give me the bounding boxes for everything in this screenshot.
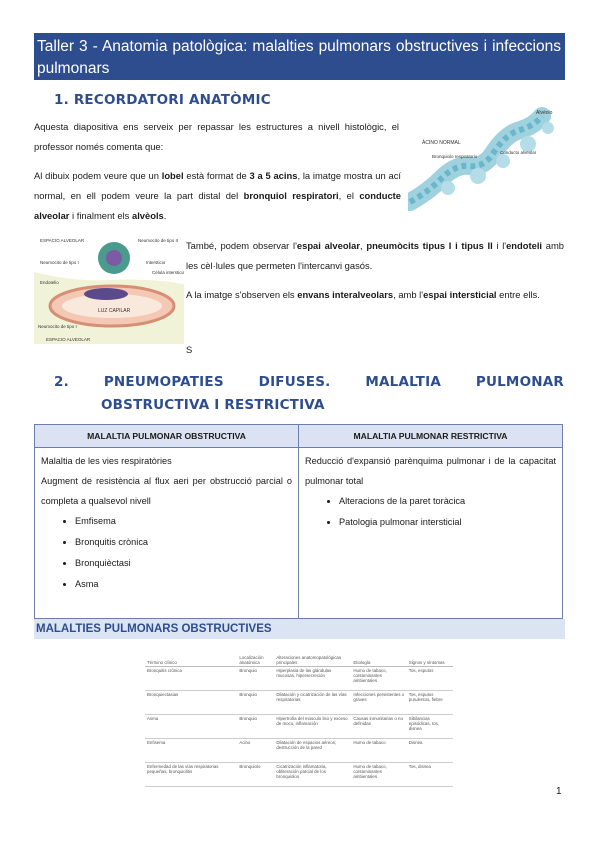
- list-item: • Emfisema: [75, 511, 292, 532]
- section-heading-anatomy: 1. RECORDATORI ANATÒMIC: [54, 92, 271, 108]
- table-header-row: [145, 646, 453, 667]
- acinus-label-bronquiolo: Bronquiolo respiratorio: [432, 154, 478, 159]
- mini-cell: Bronquio: [237, 715, 274, 739]
- obstructive-cell: [35, 448, 299, 619]
- mini-header: Etiología: [351, 646, 406, 667]
- section-heading-pneumopathies-line1: 2. PNEUMOPATIES DIFUSES. MALALTIA PULMONAR: [54, 374, 564, 390]
- mini-header: Término clínico: [145, 646, 237, 667]
- mini-cell: Asma: [145, 715, 237, 739]
- alveolus-label-espacio-top: ESPACIO ALVEOLAR: [40, 238, 85, 243]
- mini-cell: Disnea: [407, 739, 453, 763]
- mini-cell: Causas inmunitarias o no definidas: [351, 715, 406, 739]
- mini-cell: Humo de tabaco: [351, 739, 406, 763]
- mini-cell: Enfisema: [145, 739, 237, 763]
- restrictive-line: Reducció d'expansió parènquima pulmonar i de la capacitat pulmonar total: [305, 456, 556, 486]
- document-title: Taller 3 - Anatomia patològica: malalties pulmonars obstructives i infeccions pulmonars: [34, 33, 565, 80]
- acinus-illustration: [408, 106, 560, 212]
- intro-paragraph: Aquesta diapositiva ens serveix per repassar les estructures a nivell histològic, el professor només comenta que:: [34, 121, 399, 152]
- mini-cell: Enfermedad de las vías respiratorias pequeñas, bronquiolitis: [145, 763, 237, 787]
- mini-cell: Dilatación y cicatrización de las vías respiratorias: [274, 691, 351, 715]
- page-number: 1: [556, 786, 562, 797]
- mini-cell: Tos, disnea: [407, 763, 453, 787]
- alveolus-label-celula: Célula intersticial: [152, 270, 184, 275]
- table-row: [145, 691, 453, 715]
- mini-header: Signos y síntomas: [407, 646, 453, 667]
- acinus-label-title: ÀCINO NORMAL: [422, 140, 461, 146]
- mini-cell: Tos, esputos: [407, 667, 453, 691]
- section-heading-pneumopathies-line2: OBSTRUCTIVA I RESTRICTIVA: [101, 397, 325, 413]
- list-item: • Asma: [75, 574, 292, 595]
- mini-cell: Bronquitis crónica: [145, 667, 237, 691]
- alveolus-label-endotelio: Endotelio: [40, 280, 59, 285]
- obstructive-diseases-table: [145, 646, 453, 787]
- mini-cell: Infecciones persistentes o graves: [351, 691, 406, 715]
- obstructive-line: Malaltia de les vies respiratòries: [41, 456, 172, 466]
- list-item: • Bronquitis crònica: [75, 532, 292, 553]
- mini-cell: Sibilancias episódicas, tos, disnea: [407, 715, 453, 739]
- alveolus-label-luz: LUZ CAPILAR: [98, 308, 131, 314]
- alveolus-label-neumocito-i-bottom: Neumocito de tipo I: [38, 324, 77, 329]
- mini-cell: Bronquiolo: [237, 763, 274, 787]
- alveolus-illustration: [34, 232, 184, 344]
- mini-cell: Bronquio: [237, 667, 274, 691]
- obstructive-header: MALALTIA PULMONAR OBSTRUCTIVA: [35, 425, 299, 448]
- restrictive-header: MALALTIA PULMONAR RESTRICTIVA: [299, 425, 563, 448]
- obstructive-line: Augment de resistència al flux aeri per obstrucció parcial o completa a qualsevol nivell: [41, 476, 292, 506]
- list-item: • Patologia pulmonar intersticial: [339, 512, 556, 533]
- list-item: • Alteracions de la paret toràcica: [339, 491, 556, 512]
- stray-character: S: [186, 344, 193, 355]
- lobule-paragraph: Al dibuix podem veure que un lobel està format de 3 a 5 acins, la imatge mostra un ací normal, en ell podem veure la part distal del bronquiol respiratori, el conducte alveolar i finalment els alvèols.: [34, 170, 401, 221]
- septa-paragraph: A la imatge s'observen els envans interalveolars, amb l'espai intersticial entre ells.: [186, 289, 540, 300]
- acinus-label-alveolo: Alvèolo: [536, 110, 553, 116]
- table-row: [145, 763, 453, 787]
- mini-cell: Acino: [237, 739, 274, 763]
- alveolus-label-espacio-bottom: ESPACIO ALVEOLAR: [46, 337, 91, 342]
- mini-cell: Humo de tabaco, contaminantes ambientales: [351, 763, 406, 787]
- mini-cell: Hipertrofia del músculo liso y exceso de moco, inflamación: [274, 715, 351, 739]
- acinus-label-conducto: Conducto alveolar: [500, 150, 537, 155]
- mini-header: Alteraciones anatomopatológicas principales: [274, 646, 351, 667]
- table-row: [145, 739, 453, 763]
- alveolus-label-intersticio: Intersticio: [146, 260, 166, 265]
- mini-header: Localización anatómica: [237, 646, 274, 667]
- mini-cell: Bronquiectasias: [145, 691, 237, 715]
- mini-cell: Cicatrización inflamatoria, obliteración parcial de los bronquiolos: [274, 763, 351, 787]
- alveolus-label-neumocito-i-top: Neumocito de tipo I: [40, 260, 79, 265]
- restrictive-cell: [299, 448, 563, 619]
- mini-cell: Humo de tabaco, contaminantes ambientales: [351, 667, 406, 691]
- list-item: • Bronquièctasi: [75, 553, 292, 574]
- mini-cell: Hiperplasia de las glándulas mucosas, hipersecreción: [274, 667, 351, 691]
- mini-cell: Tos, esputos purulentos, fiebre: [407, 691, 453, 715]
- table-row: [145, 667, 453, 691]
- mini-cell: Bronquio: [237, 691, 274, 715]
- alveolus-label-neumocito-ii: Neumocito de tipo II: [138, 238, 179, 243]
- table-row: [145, 715, 453, 739]
- alveolar-paragraph: També, podem observar l'espai alveolar, pneumòcits tipus I i tipus II i l'endoteli amb les cèl·lules que permeten l'intercanvi gasós.: [186, 240, 564, 271]
- section-heading-obstructive: MALALTIES PULMONARS OBSTRUCTIVES: [34, 619, 565, 639]
- comparison-table: [34, 424, 563, 619]
- mini-cell: Dilatación de espacios aéreos; destrucción de la pared: [274, 739, 351, 763]
